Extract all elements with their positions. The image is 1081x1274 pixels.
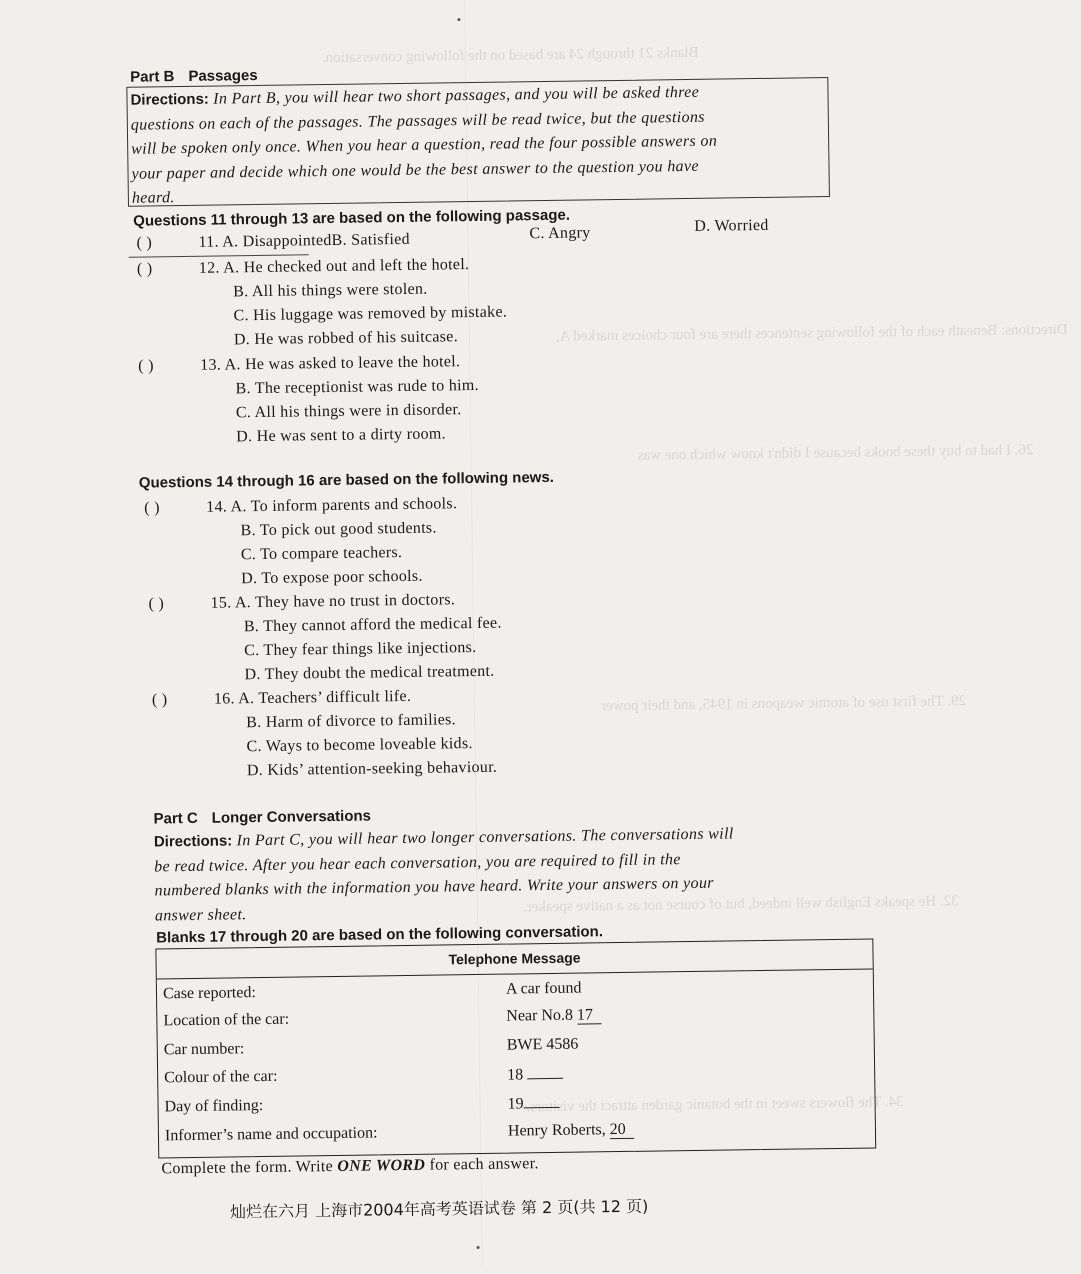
question-14 [144,495,457,517]
question-13-option-d: D. He was sent to a dirty room. [236,425,447,446]
question-13-option-c: C. All his things were in disorder. [235,401,462,422]
question-12-option-b: B. All his things were stolen. [233,280,428,301]
blank-17[interactable]: 17 [577,1006,601,1024]
question-number: 13. [200,356,222,374]
table-row [164,1032,864,1060]
question-12 [137,256,470,279]
answer-paren[interactable]: ( ) [148,595,165,613]
row-value: Near No.8 17 [506,1006,601,1025]
row-label: Case reported: [162,984,256,1003]
question-number: 16. [213,690,235,708]
question-14-option-b: B. To pick out good students. [240,519,437,540]
answer-paren[interactable]: ( ) [151,691,168,709]
option-a: A. Teachers’ difficult life. [238,687,412,708]
speck [457,18,460,21]
question-number: 12. [198,259,220,277]
option-b: B. Satisfied [331,230,410,249]
option-a: A. They have no trust in doctors. [234,591,456,612]
question-15-option-d: D. They doubt the medical treatment. [244,662,495,684]
directions-line: In Part C, you will hear two longer conversations. The conversations will [236,825,734,850]
one-word-emphasis: ONE WORD [337,1156,426,1175]
answer-paren[interactable]: ( ) [138,357,154,375]
question-15-option-b: B. They cannot afford the medical fee. [243,614,502,636]
directions-line: will be spoken only once. When you hear a question, read the four possible answers on [131,132,718,158]
telephone-message-title: Telephone Message [156,939,872,979]
directions-line: be read twice. After you hear each conversation, you are required to fill in the [154,850,681,876]
directions-line: answer sheet. [154,905,247,924]
directions-line: In Part B, you will hear two short passages, and you will be asked three [213,83,700,108]
row-label: Car number: [163,1040,245,1059]
option-a: A. He checked out and left the hotel. [223,256,470,277]
directions-line: heard. [131,189,175,207]
row-value: BWE 4586 [506,1035,579,1054]
speck [477,1246,480,1249]
question-12-option-d: D. He was robbed of his suitcase. [233,328,459,349]
row-value [507,1064,563,1085]
table-row [163,976,863,1004]
part-b-directions [130,79,862,212]
answer-paren[interactable]: ( ) [136,260,153,278]
directions-label: Directions: [153,832,233,851]
bleed-through-text: 29. The first use of atomic weapons in 1945, and their power [600,693,967,715]
row-label: Day of finding: [164,1097,264,1116]
telephone-message-table [155,938,876,1158]
questions-11-13-header: Questions 11 through 13 are based on the following passage. [133,206,571,230]
blanks-17-20-header: Blanks 17 through 20 are based on the following conversation. [156,923,604,947]
question-11 [136,231,410,253]
table-row [164,1060,864,1088]
page-footer: 灿烂在六月 上海市2004年高考英语试卷 第 2 页(共 12 页) [229,1196,649,1222]
divider [129,254,309,258]
form-instruction: Complete the form. Write ONE WORD for each answer. [161,1155,539,1178]
question-11-option-c: C. Angry [529,224,591,243]
bleed-through-text: 26. I had to buy these books because I didn't know which one was [637,442,1034,464]
table-row [165,1118,865,1146]
question-13 [138,353,460,375]
question-16 [152,688,412,710]
option-a: A. To inform parents and schools. [230,495,458,516]
question-16-option-d: D. Kids’ attention-seeking behaviour. [246,758,498,780]
blank-18-number: 18 [507,1066,524,1084]
directions-line: questions on each of the passages. The passages will be read twice, but the questions [130,108,705,134]
question-number: 11. [198,233,219,251]
blank-19-number: 19 [507,1095,524,1113]
directions-label: Directions: [130,90,209,109]
part-c-heading: Part C Longer Conversations [153,807,372,828]
answer-paren[interactable]: ( ) [144,499,160,517]
question-16-option-c: C. Ways to become loveable kids. [246,735,473,756]
bleed-through-text: 32. He speaks English well indeed, but of course not as a native speaker. [523,893,959,916]
questions-14-16-header: Questions 14 through 16 are based on the following news. [138,468,555,492]
table-row [163,1003,863,1031]
question-15-option-c: C. They fear things like injections. [244,638,477,660]
bleed-through-text: Blanks 21 through 24 are based on the following conversation. [321,44,699,67]
question-14-option-d: D. To expose poor schools. [241,567,423,588]
bleed-through-text: 34. The flowers sweet in the botanic garden attract the visitors. [526,1094,904,1116]
option-a: A. He was asked to leave the hotel. [224,353,461,374]
question-11-option-d: D. Worried [694,216,769,235]
row-value: A car found [505,979,582,998]
question-13-option-b: B. The receptionist was rude to him. [235,376,480,398]
option-a: A. Disappointed [222,231,332,251]
part-b-heading: Part B Passages [130,66,258,86]
question-15 [148,591,455,613]
row-label: Informer’s name and occupation: [164,1124,378,1145]
table-row [164,1089,864,1117]
directions-line: numbered blanks with the information you have heard. Write your answers on your [154,874,714,900]
question-16-option-b: B. Harm of divorce to families. [246,711,457,732]
blank-19[interactable] [523,1093,559,1109]
question-12-option-c: C. His luggage was removed by mistake. [233,303,508,325]
part-c-directions [154,820,875,928]
question-number: 15. [210,594,232,612]
blank-20[interactable]: 20 [610,1121,634,1139]
question-14-option-c: C. To compare teachers. [240,544,403,564]
question-number: 14. [206,498,228,516]
directions-line: your paper and decide which one would be the best answer to the question you have [131,157,699,183]
answer-paren[interactable]: ( ) [136,234,153,252]
blank-18[interactable] [527,1064,563,1080]
bleed-through-text: Directions: Beneath each of the following sentences there are four choices marked A, [555,321,1068,345]
row-label: Colour of the car: [164,1067,278,1087]
row-value: Henry Roberts, 20 [508,1121,634,1141]
row-label: Location of the car: [163,1010,290,1030]
row-value [507,1093,559,1114]
